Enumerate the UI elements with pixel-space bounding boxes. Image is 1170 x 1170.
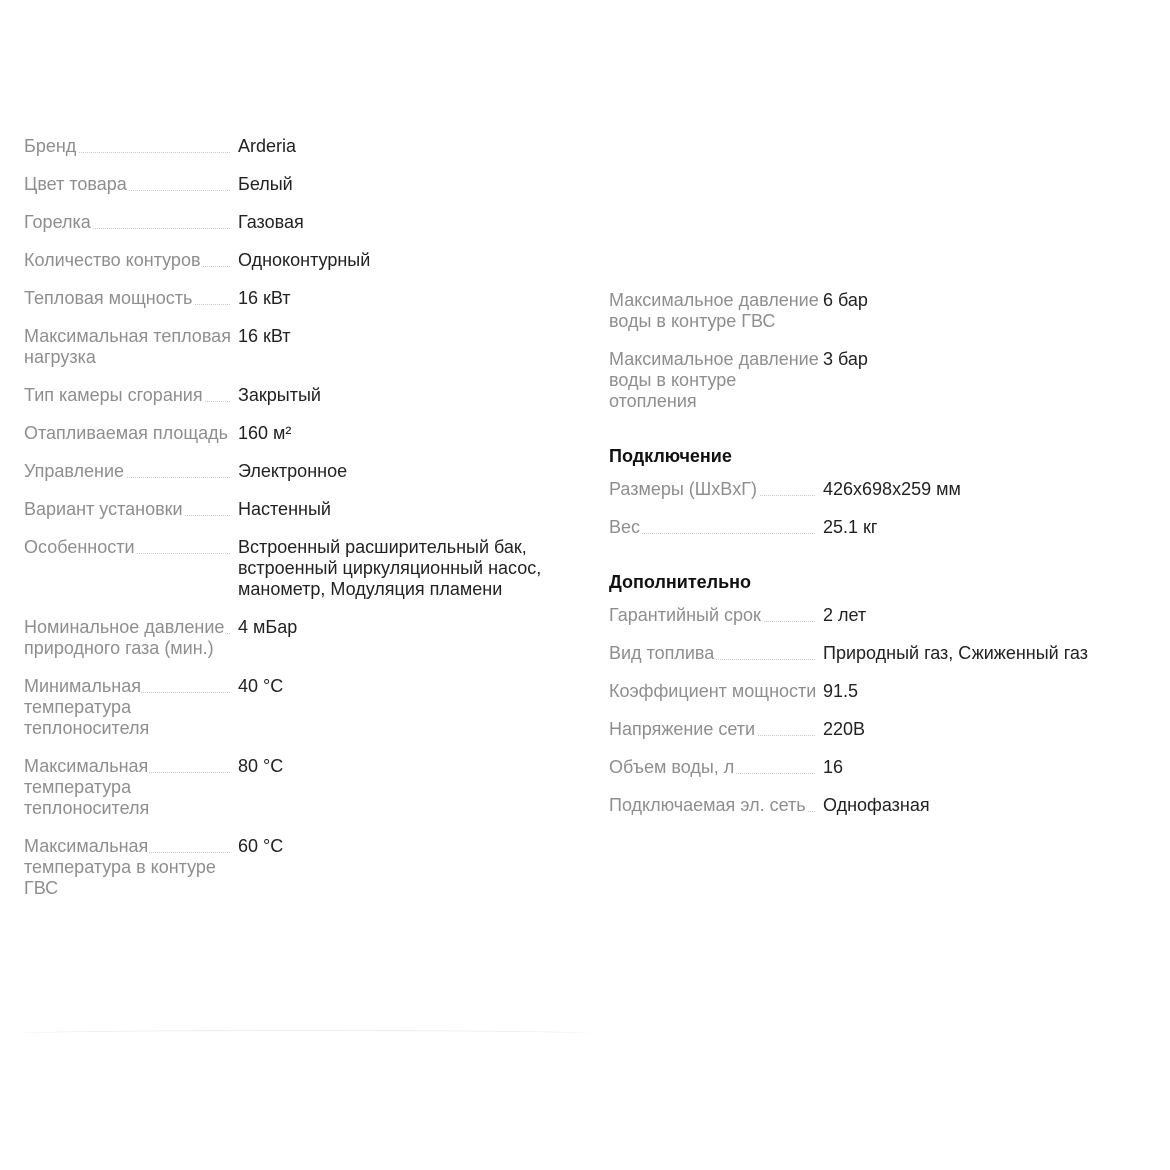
spec-value: 220В [823,719,866,739]
spec-label: Управление [24,461,125,481]
spec-label: Особенности [24,537,135,557]
spec-label: Бренд [24,136,77,156]
spec-value: 16 [823,757,844,777]
spec-label: Коэффициент мощности [609,681,817,701]
spec-value: Закрытый [238,385,321,405]
left-spec-column [24,136,584,916]
spec-value: 426x698x259 мм [823,479,961,499]
spec-row-burner [24,212,584,233]
spec-label: Максимальная температура в контуре ГВС [24,836,216,898]
spec-label: Тепловая мощность [24,288,193,308]
spec-row-control [24,461,584,482]
spec-label: Максимальная температура теплоносителя [24,756,150,818]
spec-row-heated-area [24,423,584,444]
spec-label: Номинальное давление природного газа (мин.) [24,617,225,658]
spec-label: Цвет товара [24,174,127,194]
spec-value: 16 кВт [238,288,291,308]
section-title-connection: Подключение [609,446,732,466]
spec-label: Вид топлива [609,643,715,663]
spec-row-circuits [24,250,584,271]
spec-row-dimensions [609,479,1149,500]
spec-row-max-heat-load [24,326,584,368]
spec-label: Максимальная тепловая нагрузка [24,326,231,367]
card-bottom-edge [20,1030,590,1037]
spec-row-fuel-type [609,643,1149,664]
spec-value: 91.5 [823,681,859,701]
section-title-additional: Дополнительно [609,572,752,592]
spec-row-brand [24,136,584,157]
spec-value: 4 мБар [238,617,298,637]
spec-value: Природный газ, Сжиженный газ [823,643,1088,663]
spec-label: Минимальная температура теплоносителя [24,676,150,738]
spec-label: Вес [609,517,641,537]
spec-value: 60 °C [238,836,284,856]
spec-value: 16 кВт [238,326,291,346]
spec-value: 6 бар [823,290,868,310]
spec-label: Размеры (ШxВxГ) [609,479,758,499]
spec-value: Однофазная [823,795,930,815]
spec-row-chamber-type [24,385,584,406]
spec-label: Горелка [24,212,91,232]
spec-value: Газовая [238,212,304,232]
spec-value: Белый [238,174,293,194]
spec-label: Тип камеры сгорания [24,385,203,405]
spec-value: 2 лет [823,605,867,625]
spec-row-max-dhw-temp [24,836,584,899]
spec-row-max-dhw-pressure [609,290,1149,332]
spec-row-power-network [609,795,1149,816]
spec-row-water-volume [609,757,1149,778]
spec-label: Объем воды, л [609,757,735,777]
spec-value: 3 бар [823,349,868,369]
spec-value: 80 °C [238,756,284,776]
spec-label: Максимальное давление воды в контуре ГВС [609,290,819,331]
spec-label: Количество контуров [24,250,201,270]
spec-row-max-temp [24,756,584,819]
spec-row-installation [24,499,584,520]
spec-label: Вариант установки [24,499,183,519]
spec-label: Подключаемая эл. сеть [609,795,806,815]
spec-value: 160 м² [238,423,292,443]
spec-row-gas-pressure [24,617,584,659]
spec-value: Arderia [238,136,297,156]
spec-row-color [24,174,584,195]
right-spec-column [609,290,1149,833]
spec-value: 40 °C [238,676,284,696]
spec-value: Электронное [238,461,348,481]
spec-value: 25.1 кг [823,517,878,537]
spec-row-min-temp [24,676,584,739]
spec-row-features [24,537,584,600]
spec-value: Встроенный расширительный бак, встроенный циркуляционный насос, манометр, Модуляция пламени [238,537,542,599]
spec-row-power-factor [609,681,1149,702]
spec-value: Одноконтурный [238,250,371,270]
spec-label: Напряжение сети [609,719,756,739]
spec-label: Отапливаемая площадь [24,423,229,443]
spec-label: Гарантийный срок [609,605,761,625]
spec-row-max-heating-pressure [609,349,1149,412]
spec-row-weight [609,517,1149,538]
spec-label: Максимальное давление воды в контуре отопления [609,349,819,411]
spec-value: Настенный [238,499,331,519]
spec-row-voltage [609,719,1149,740]
spec-row-warranty [609,605,1149,626]
spec-row-heat-power [24,288,584,309]
